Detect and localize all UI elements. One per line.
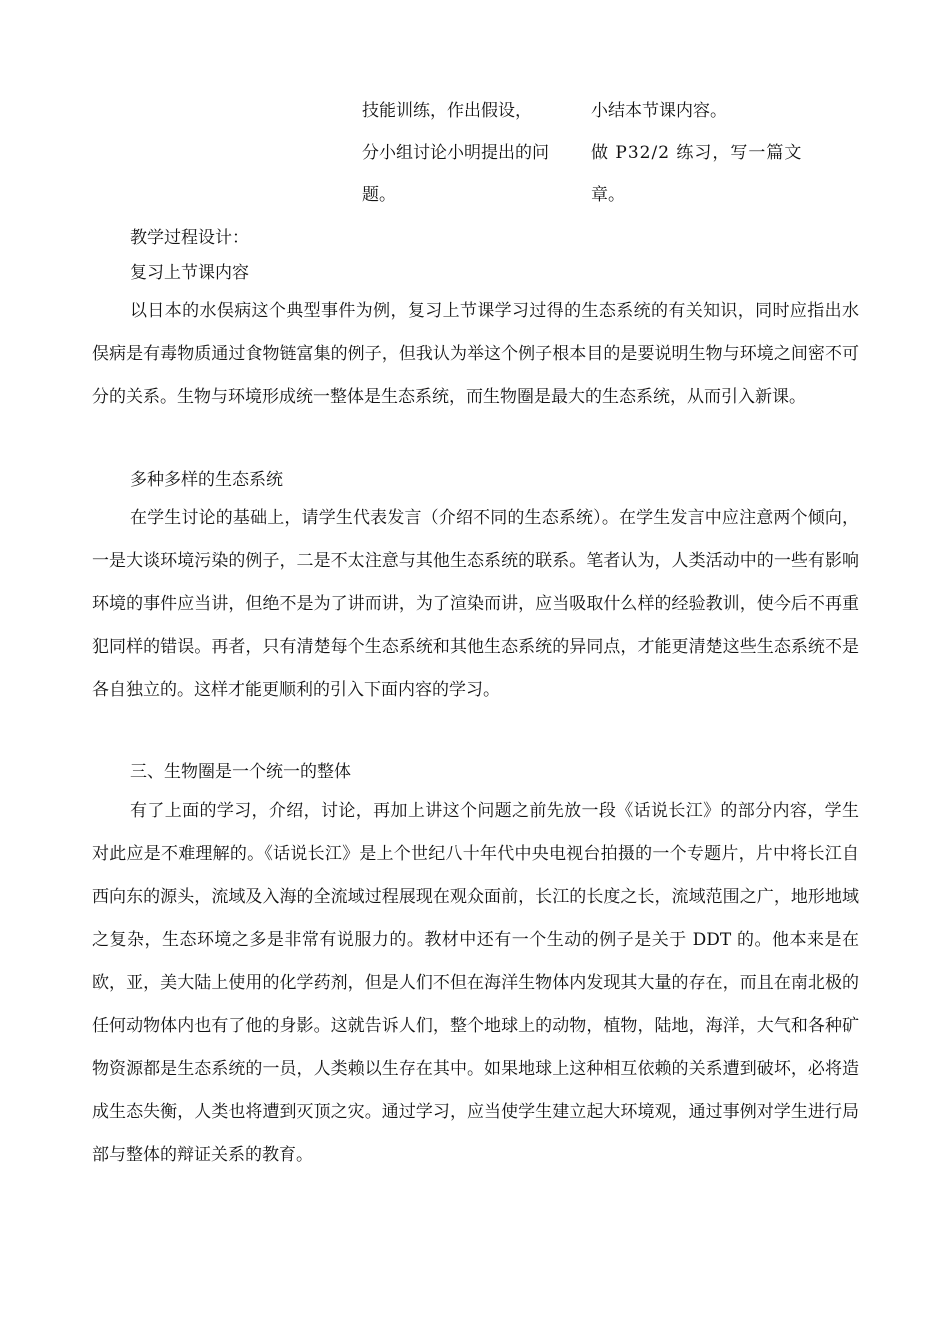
paragraph-biosphere-whole: 有了上面的学习，介绍，讨论，再加上讲这个问题之前先放一段《话说长江》的部分内容，学生对此应是不难理解的。《话说长江》是上个世纪八十年代中央电视台拍摄的一个专题片，片中将长江自西向东的源头，流域及入海的全流域过程展现在观众面前，长江的长度之长，流域范围之广，地形地域之复杂，生态环境之多是非常有说服力的。教材中还有一个生动的例子是关于 DDT 的。他本来是在欧，亚，美大陆上使用的化学药剂，但是人们不但在海洋生物体内发现其大量的存在，而且在南北极的任何动物体内也有了他的身影。这就告诉人们，整个地球上的动物，植物，陆地，海洋，大气和各种矿物资源都是生态系统的一员，人类赖以生存在其中。如果地球上这种相互依赖的关系遭到破坏，必将造成生态失衡，人类也将遭到灭顶之灾。通过学习，应当使学生建立起大环境观，通过事例对学生进行局部与整体的辩证关系的教育。: [92, 801, 859, 1165]
table-cell-right-line-2: 做 P32/2 练习，写一篇文: [591, 143, 803, 163]
section-heading-teaching-process: 教学过程设计：: [130, 228, 249, 248]
table-cell-left-line-2: 分小组讨论小明提出的问: [362, 143, 549, 163]
section-heading-biosphere-whole: 三、生物圈是一个统一的整体: [130, 762, 351, 782]
section-heading-review: 复习上节课内容: [130, 263, 249, 283]
paragraph-review: 以日本的水俣病这个典型事件为例，复习上节课学习过得的生态系统的有关知识，同时应指出水俣病是有毒物质通过食物链富集的例子，但我认为举这个例子根本目的是要说明生物与环境之间密不可分的关系。生物与环境形成统一整体是生态系统，而生物圈是最大的生态系统，从而引入新课。: [92, 301, 859, 407]
table-cell-right-line-1: 小结本节课内容。: [591, 101, 727, 121]
paragraph-diverse-ecosystems: 在学生讨论的基础上，请学生代表发言（介绍不同的生态系统）。在学生发言中应注意两个倾向，一是大谈环境污染的例子，二是不太注意与其他生态系统的联系。笔者认为，人类活动中的一些有影响环境的事件应当讲，但绝不是为了讲而讲，为了渲染而讲，应当吸取什么样的经验教训，使今后不再重犯同样的错误。再者，只有清楚每个生态系统和其他生态系统的异同点，才能更清楚这些生态系统不是各自独立的。这样才能更顺利的引入下面内容的学习。: [92, 508, 859, 700]
section-heading-diverse-ecosystems: 多种多样的生态系统: [130, 470, 283, 490]
table-cell-left-line-3: 题。: [362, 185, 396, 205]
table-cell-left-line-1: 技能训练，作出假设，: [362, 101, 532, 121]
table-cell-right-line-3: 章。: [591, 185, 625, 205]
